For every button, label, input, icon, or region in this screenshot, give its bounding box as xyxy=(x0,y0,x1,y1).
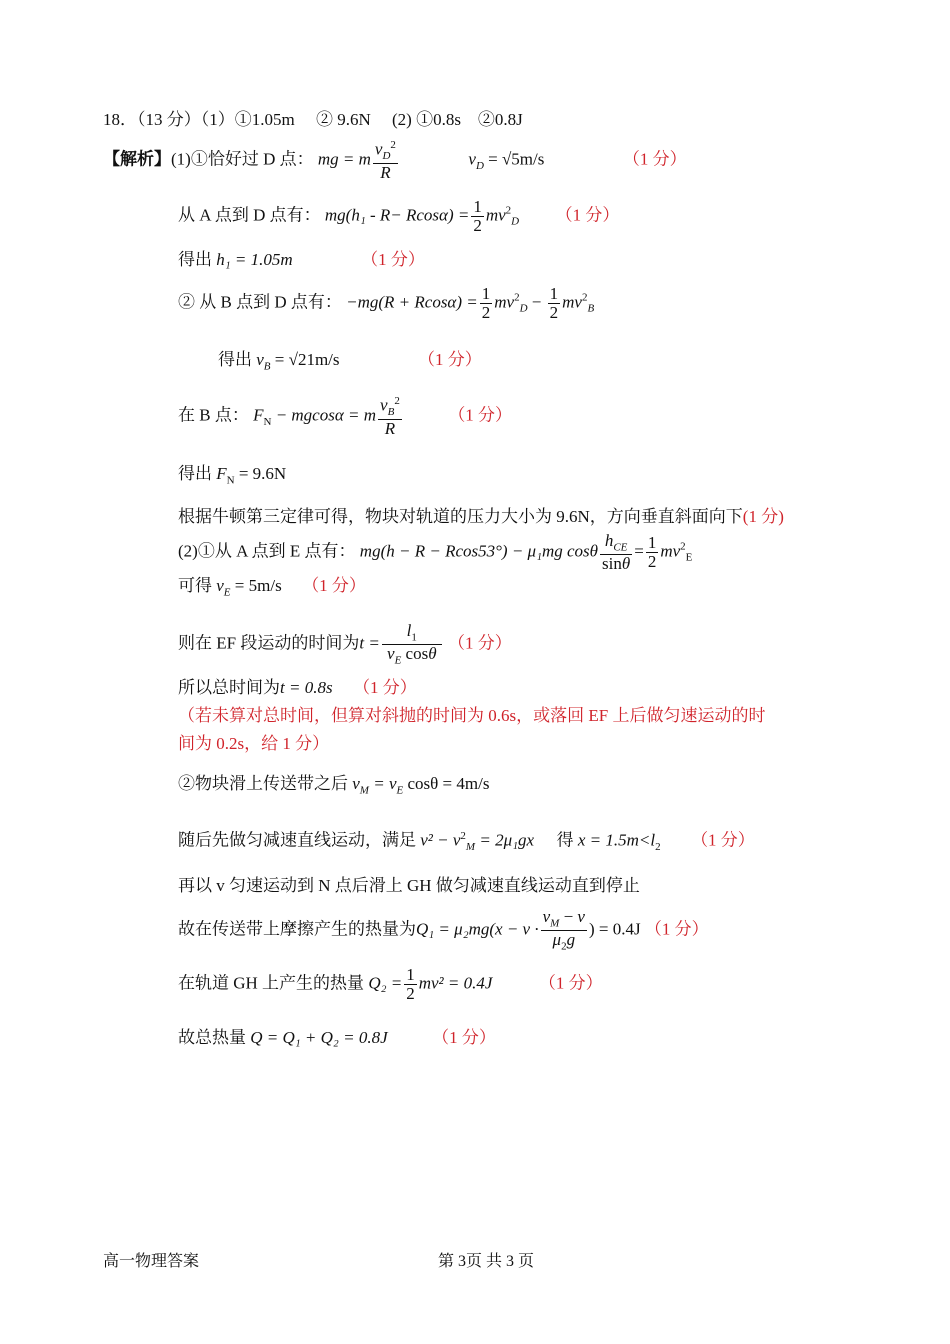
score-11: （1 分） xyxy=(644,919,709,939)
score-2: （1 分） xyxy=(555,205,620,225)
solution-line-8: 根据牛顿第三定律可得，物块对轨道的压力大小为 9.6N，方向垂直斜面向下(1 分) xyxy=(178,507,784,526)
score-9: （1 分） xyxy=(353,678,417,697)
solution-line-18: 故总热量 Q = Q₁ + Q₂ = 0.8J （1 分） xyxy=(178,1028,496,1047)
solution-line-4: ② 从 B 点到 D 点有： −mg(R + Rcosα) = $\frac{1}{2}$ $mv^2_D$ − $\frac{1}{2}$ $mv^2_B$ xyxy=(178,284,595,322)
score-8: （1 分） xyxy=(448,633,512,653)
page-number: 第 3页 共 3 页 xyxy=(438,1253,535,1270)
footer-left: 高一物理答案 xyxy=(103,1253,200,1270)
question-header: 18．（13 分）（1）①1.05m ② 9.6N (2) ①0.8s ②0.8J xyxy=(103,110,523,129)
scoring-note-line-2: 间为 0.2s，给 1 分） xyxy=(178,734,330,753)
score-6: (1 分) xyxy=(742,507,784,526)
score-12: （1 分） xyxy=(538,973,603,993)
solution-line-1: 【解析】(1)①恰好过 D 点： mg = m $\frac{v_D^2}{R}$ $v_D = √5m/s$ （1 分） xyxy=(103,139,687,182)
solution-line-17: 在轨道 GH 上产生的热量 Q₂ = $\frac{1}{2}$ mv² = 0.4J （1 分） xyxy=(178,965,603,1003)
analysis-label: 【解析】 xyxy=(103,149,171,169)
solution-line-16: 故在传送带上摩擦产生的热量为Q₁ = μ₂mg(x − v · $\frac{v_M - v}{\mu_2g}$ ) = 0.4J （1 分） xyxy=(178,907,709,953)
solution-line-3: 得出 h₁ = 1.05m （1 分） xyxy=(178,250,425,269)
scoring-note-line-1: （若未算对总时间，但算对斜抛的时间为 0.6s，或落回 EF 上后做匀速运动的时 xyxy=(178,706,766,725)
solution-line-6: 在 B 点： $F_N - mgcos\alpha = m$ $\frac{v_B^2}{R}$ （1 分） xyxy=(178,395,513,438)
score-1: （1 分） xyxy=(622,149,687,169)
solution-line-11: 则在 EF 段运动的时间为t = $\frac{l_1}{v_E \cos\theta}$ （1 分） xyxy=(178,621,512,667)
score-13: （1 分） xyxy=(432,1028,496,1047)
solution-line-5: 得出 $v_B = √21m/s$ （1 分） xyxy=(218,350,482,373)
solution-line-7: 得出 $F_N = 9.6N$ xyxy=(178,464,287,487)
solution-line-9: (2)①从 A 点到 E 点有： mg(h − R − Rcos53°) − μ₁mg cosθ $\frac{h_{CE}}{\sin\theta}$ = $\frac{1}{2}$ $mv^2_E$ xyxy=(178,531,693,573)
solution-line-2: 从 A 点到 D 点有： mg(h₁ - R− Rcosα) = $\frac{1}{2}$ $mv^2_D$ （1 分） xyxy=(178,197,620,235)
solution-line-10: 可得 $v_E = 5m/s$ （1 分） xyxy=(178,576,366,599)
score-10: （1 分） xyxy=(691,830,755,850)
score-3: （1 分） xyxy=(361,250,425,269)
solution-line-15: 再以 v 匀速运动到 N 点后滑上 GH 做匀减速直线运动直到停止 xyxy=(178,876,640,895)
solution-line-14: 随后先做匀减速直线运动，满足 $v^2 - v^2_M = 2\mu_1gx$ 得 $x = 1.5m<l_2$ （1 分） xyxy=(178,830,755,854)
solution-line-13: ②物块滑上传送带之后 $v_M = v_E$ cosθ = 4m/s xyxy=(178,774,490,797)
score-7: （1 分） xyxy=(302,576,366,595)
solution-line-12: 所以总时间为t = 0.8s （1 分） xyxy=(178,678,417,697)
score-4: （1 分） xyxy=(418,350,482,369)
score-5: （1 分） xyxy=(448,405,513,425)
